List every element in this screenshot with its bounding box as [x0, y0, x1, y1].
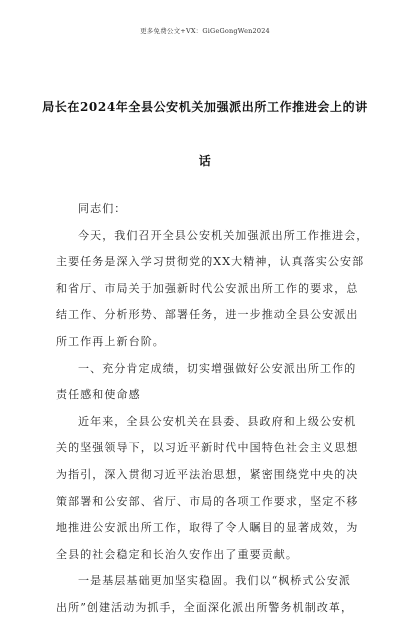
- paragraph-line: 主要任务是深入学习贯彻党的XX大精神，认真落实公安部: [56, 255, 365, 269]
- paragraph-line: 为指引，深入贯彻习近平法治思想，紧密围绕党中央的决: [56, 467, 359, 481]
- header-note: 更多免费公文+VX：GiGeGongWen2024: [140, 27, 270, 35]
- document-title-line-1: 局长在2024年全县公安机关加强派出所工作推进会上的讲: [42, 100, 368, 114]
- paragraph-line: 关的坚强领导下，以习近平新时代中国特色社会主义思想: [56, 441, 359, 455]
- paragraph-line: 策部署和公安部、省厅、市局的各项工作要求，坚定不移: [56, 494, 359, 508]
- paragraph-line: 近年来，全县公安机关在县委、县政府和上级公安机: [78, 414, 357, 428]
- salutation: 同志们：: [78, 202, 127, 215]
- paragraph-line: 全县的社会稳定和长治久安作出了重要贡献。: [56, 547, 298, 561]
- document-title-line-2: 话: [198, 154, 212, 168]
- paragraph-line: 和省厅、市局关于加强新时代公安派出所工作的要求，总: [56, 281, 359, 295]
- section-heading-line: 一、充分肯定成绩，切实增强做好公安派出所工作的: [78, 361, 357, 375]
- paragraph-line: 今天，我们召开全县公安机关加强派出所工作推进会，: [78, 228, 369, 242]
- paragraph-line: 结工作、分析形势、部署任务，进一步推动全县公安派出: [56, 308, 359, 322]
- section-heading-line: 责任感和使命感: [56, 388, 141, 402]
- paragraph-line: 一是基层基础更加坚实稳固。我们以“枫桥式公安派: [78, 574, 351, 588]
- paragraph-line: 出所”创建活动为抓手，全面深化派出所警务机制改革，: [56, 600, 354, 614]
- paragraph-line: 地推进公安派出所工作，取得了令人瞩目的显著成效，为: [56, 521, 359, 535]
- paragraph-line: 所工作再上新台阶。: [56, 334, 165, 348]
- document-body: [56, 196, 369, 622]
